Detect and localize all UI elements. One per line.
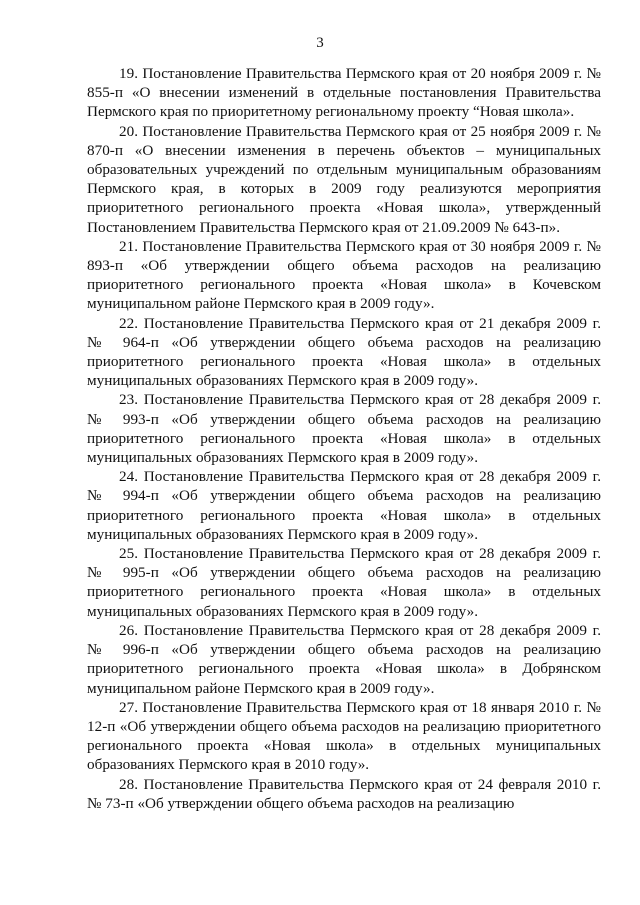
paragraph-item-27: 27. Постановление Правительства Пермского края от 18 января 2010 г. № 12-п «Об утверждении общего объема расходов на реализацию приоритетного регионального проекта «Новая школа» в отдельных муниципальных образованиях Пермского края в 2010 году». <box>87 698 601 774</box>
paragraph-item-22: 22. Постановление Правительства Пермского края от 21 декабря 2009 г. № 964-п «Об утверждении общего объема расходов на реализацию приоритетного регионального проекта «Новая школа» в отдельных муниципальных образованиях Пермского края в 2009 году». <box>87 314 601 390</box>
document-body <box>87 64 601 813</box>
paragraph-item-20: 20. Постановление Правительства Пермского края от 25 ноября 2009 г. № 870-п «О внесении изменения в перечень объектов – муниципальных образовательных учреждений по отдельным муниципальным образованиям Пермского края, в которых в 2009 году реализуются мероприятия приоритетного регионального проекта «Новая школа», утвержденный Постановлением Правительства Пермского края от 21.09.2009 № 643-п». <box>87 122 601 236</box>
paragraph-item-24: 24. Постановление Правительства Пермского края от 28 декабря 2009 г. № 994-п «Об утверждении общего объема расходов на реализацию приоритетного регионального проекта «Новая школа» в отдельных муниципальных образованиях Пермского края в 2009 году». <box>87 468 601 543</box>
paragraph-item-21: 21. Постановление Правительства Пермского края от 30 ноября 2009 г. № 893-п «Об утверждении общего объема расходов на реализацию приоритетного регионального проекта «Новая школа» в Кочевском муниципальном районе Пермского края в 2009 году». <box>87 237 601 313</box>
page-number: 3 <box>316 35 324 51</box>
paragraph-item-19: 19. Постановление Правительства Пермского края от 20 ноября 2009 г. № 855-п «О внесении изменений в отдельные постановления Правительства Пермского края по приоритетному региональному проекту “Новая школа». <box>87 65 601 121</box>
paragraph-item-28: 28. Постановление Правительства Пермского края от 24 февраля 2010 г. № 73-п «Об утверждении общего объема расходов на реализацию <box>87 775 601 812</box>
paragraph-item-23: 23. Постановление Правительства Пермского края от 28 декабря 2009 г. № 993-п «Об утверждении общего объема расходов на реализацию приоритетного регионального проекта «Новая школа» в отдельных муниципальных образованиях Пермского края в 2009 году». <box>87 391 601 467</box>
paragraph-item-26: 26. Постановление Правительства Пермского края от 28 декабря 2009 г. № 996-п «Об утверждении общего объема расходов на реализацию приоритетного регионального проекта «Новая школа» в Добрянском муниципальном районе Пермского края в 2009 году». <box>87 621 601 697</box>
paragraph-item-25: 25. Постановление Правительства Пермского края от 28 декабря 2009 г. № 995-п «Об утверждении общего объема расходов на реализацию приоритетного регионального проекта «Новая школа» в отдельных муниципальных образованиях Пермского края в 2009 году». <box>87 545 601 620</box>
